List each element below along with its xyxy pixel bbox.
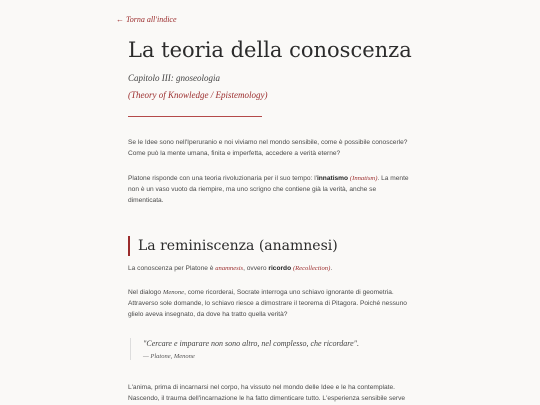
intro-paragraph-2 (128, 174, 412, 206)
term-english-innatism: (Innatism) (349, 175, 378, 182)
text-segment: Nel dialogo (128, 289, 163, 296)
text-segment: . (330, 265, 333, 272)
term-english-recollection: (Recollection) (292, 265, 331, 272)
text-segment: , come ricorderai, Socrate interroga uno schiavo ignorante di geometria. Attraverso sole domande, lo schiavo riesce a dimostrare il teorema di Pitagora. Poiché nessuno glielo aveva insegnato, da dove ha tratto quella verità? (128, 289, 407, 318)
section-paragraph-1 (128, 264, 412, 275)
title-divider (128, 116, 262, 117)
text-segment: La conoscenza per Platone è (128, 265, 216, 272)
page-title: La teoria della conoscenza (128, 38, 412, 62)
blockquote (130, 338, 413, 360)
text-segment: , ovvero (243, 265, 269, 272)
chapter-subtitle: Capitolo III: gnoseologia (128, 73, 220, 83)
back-to-index-link[interactable]: ← Torna all'indice (116, 15, 177, 24)
term-ricordo: ricordo (268, 265, 292, 272)
text-segment: Platone risponde con una teoria rivoluzionaria per il suo tempo: l' (128, 175, 317, 182)
chapter-subtitle-english: (Theory of Knowledge / Epistemology) (128, 90, 268, 100)
section-paragraph-2 (128, 288, 412, 320)
dialogue-title-menone: Menone (162, 289, 185, 296)
section-heading-reminiscenza: La reminiscenza (anamnesi) (128, 236, 338, 256)
term-innatismo: innatismo (316, 175, 349, 182)
quote-citation: — Platone, Menone (143, 353, 195, 360)
text-segment: . La mente non è un vaso vuoto da riempire, ma uno scrigno che contiene già la verità, anche se dimenticata. (128, 175, 409, 204)
intro-paragraph-1: Se le Idee sono nell'Iperuranio e noi viviamo nel mondo sensibile, come è possibile conoscerle? Come può la mente umana, finita e imperfetta, accedere a verità eterne? (128, 139, 408, 157)
quote-text: "Cercare e imparare non sono altro, nel complesso, che ricordare". (143, 339, 360, 348)
term-anamnesis: anamnesis (215, 265, 244, 272)
section-paragraph-3: L'anima, prima di incarnarsi nel corpo, ha vissuto nel mondo delle Idee e le ha contemplate. Nascendo, il trauma dell'incarnazione le ha fatto dimenticare tutto. L'esperienza sensibile serve (128, 384, 406, 402)
